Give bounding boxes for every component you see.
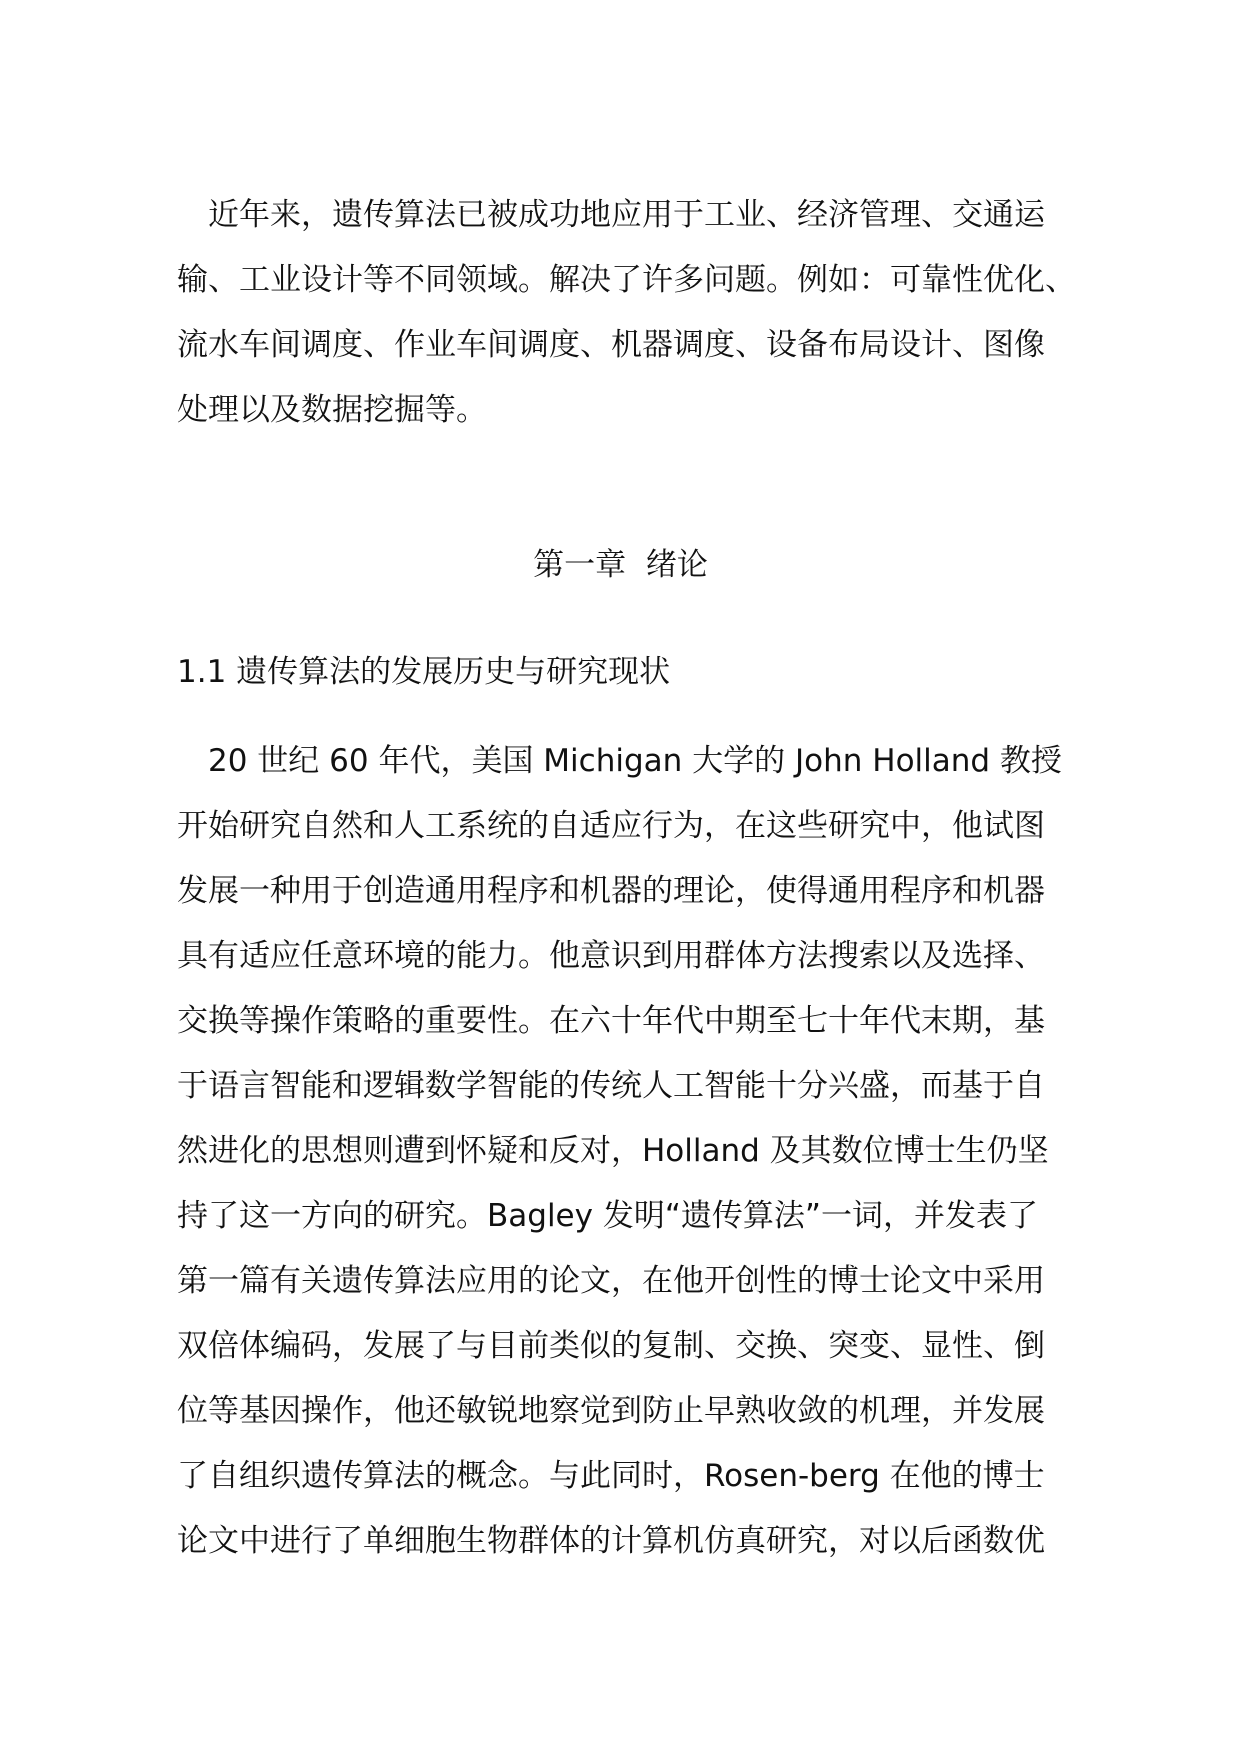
history-paragraph-line: 发展一种用于创造通用程序和机器的理论，使得通用程序和机器 [177,873,1045,909]
history-paragraph-line: 了自组织遗传算法的概念。与此同时，Rosen-berg 在他的博士 [177,1458,1045,1494]
history-paragraph-line: 论文中进行了单细胞生物群体的计算机仿真研究，对以后函数优 [177,1523,1045,1559]
history-paragraph [177,729,1125,1574]
history-paragraph-line: 第一篇有关遗传算法应用的论文，在他开创性的博士论文中采用 [177,1263,1045,1299]
intro-paragraph-line: 流水车间调度、作业车间调度、机器调度、设备布局设计、图像 [177,327,1045,363]
history-paragraph-line: 20 世纪 60 年代，美国 Michigan 大学的 John Holland 教授 [177,743,1062,779]
history-paragraph-line: 持了这一方向的研究。Bagley 发明“遗传算法”一词，并发表了 [177,1198,1038,1234]
history-paragraph-line: 开始研究自然和人工系统的自适应行为，在这些研究中，他试图 [177,808,1045,844]
history-paragraph-line: 交换等操作策略的重要性。在六十年代中期至七十年代末期，基 [177,1003,1045,1039]
intro-paragraph-line: 输、工业设计等不同领域。解决了许多问题。例如：可靠性优化、 [177,262,1076,298]
history-paragraph-line: 然进化的思想则遭到怀疑和反对，Holland 及其数位博士生仍坚 [177,1133,1049,1169]
history-paragraph-line: 具有适应任意环境的能力。他意识到用群体方法搜索以及选择、 [177,938,1045,974]
history-paragraph-line: 双倍体编码，发展了与目前类似的复制、交换、突变、显性、倒 [177,1328,1045,1364]
history-paragraph-line: 于语言智能和逻辑数学智能的传统人工智能十分兴盛，而基于自 [177,1068,1045,1104]
intro-paragraph [177,183,1125,443]
intro-paragraph-line: 近年来，遗传算法已被成功地应用于工业、经济管理、交通运 [177,197,1045,233]
history-paragraph-line: 位等基因操作，他还敏锐地察觉到防止早熟收敛的机理，并发展 [177,1393,1045,1429]
chapter-heading: 第一章 绪论 [533,547,708,583]
intro-paragraph-line: 处理以及数据挖掘等。 [177,392,487,428]
section-heading: 1.1 遗传算法的发展历史与研究现状 [177,654,671,690]
